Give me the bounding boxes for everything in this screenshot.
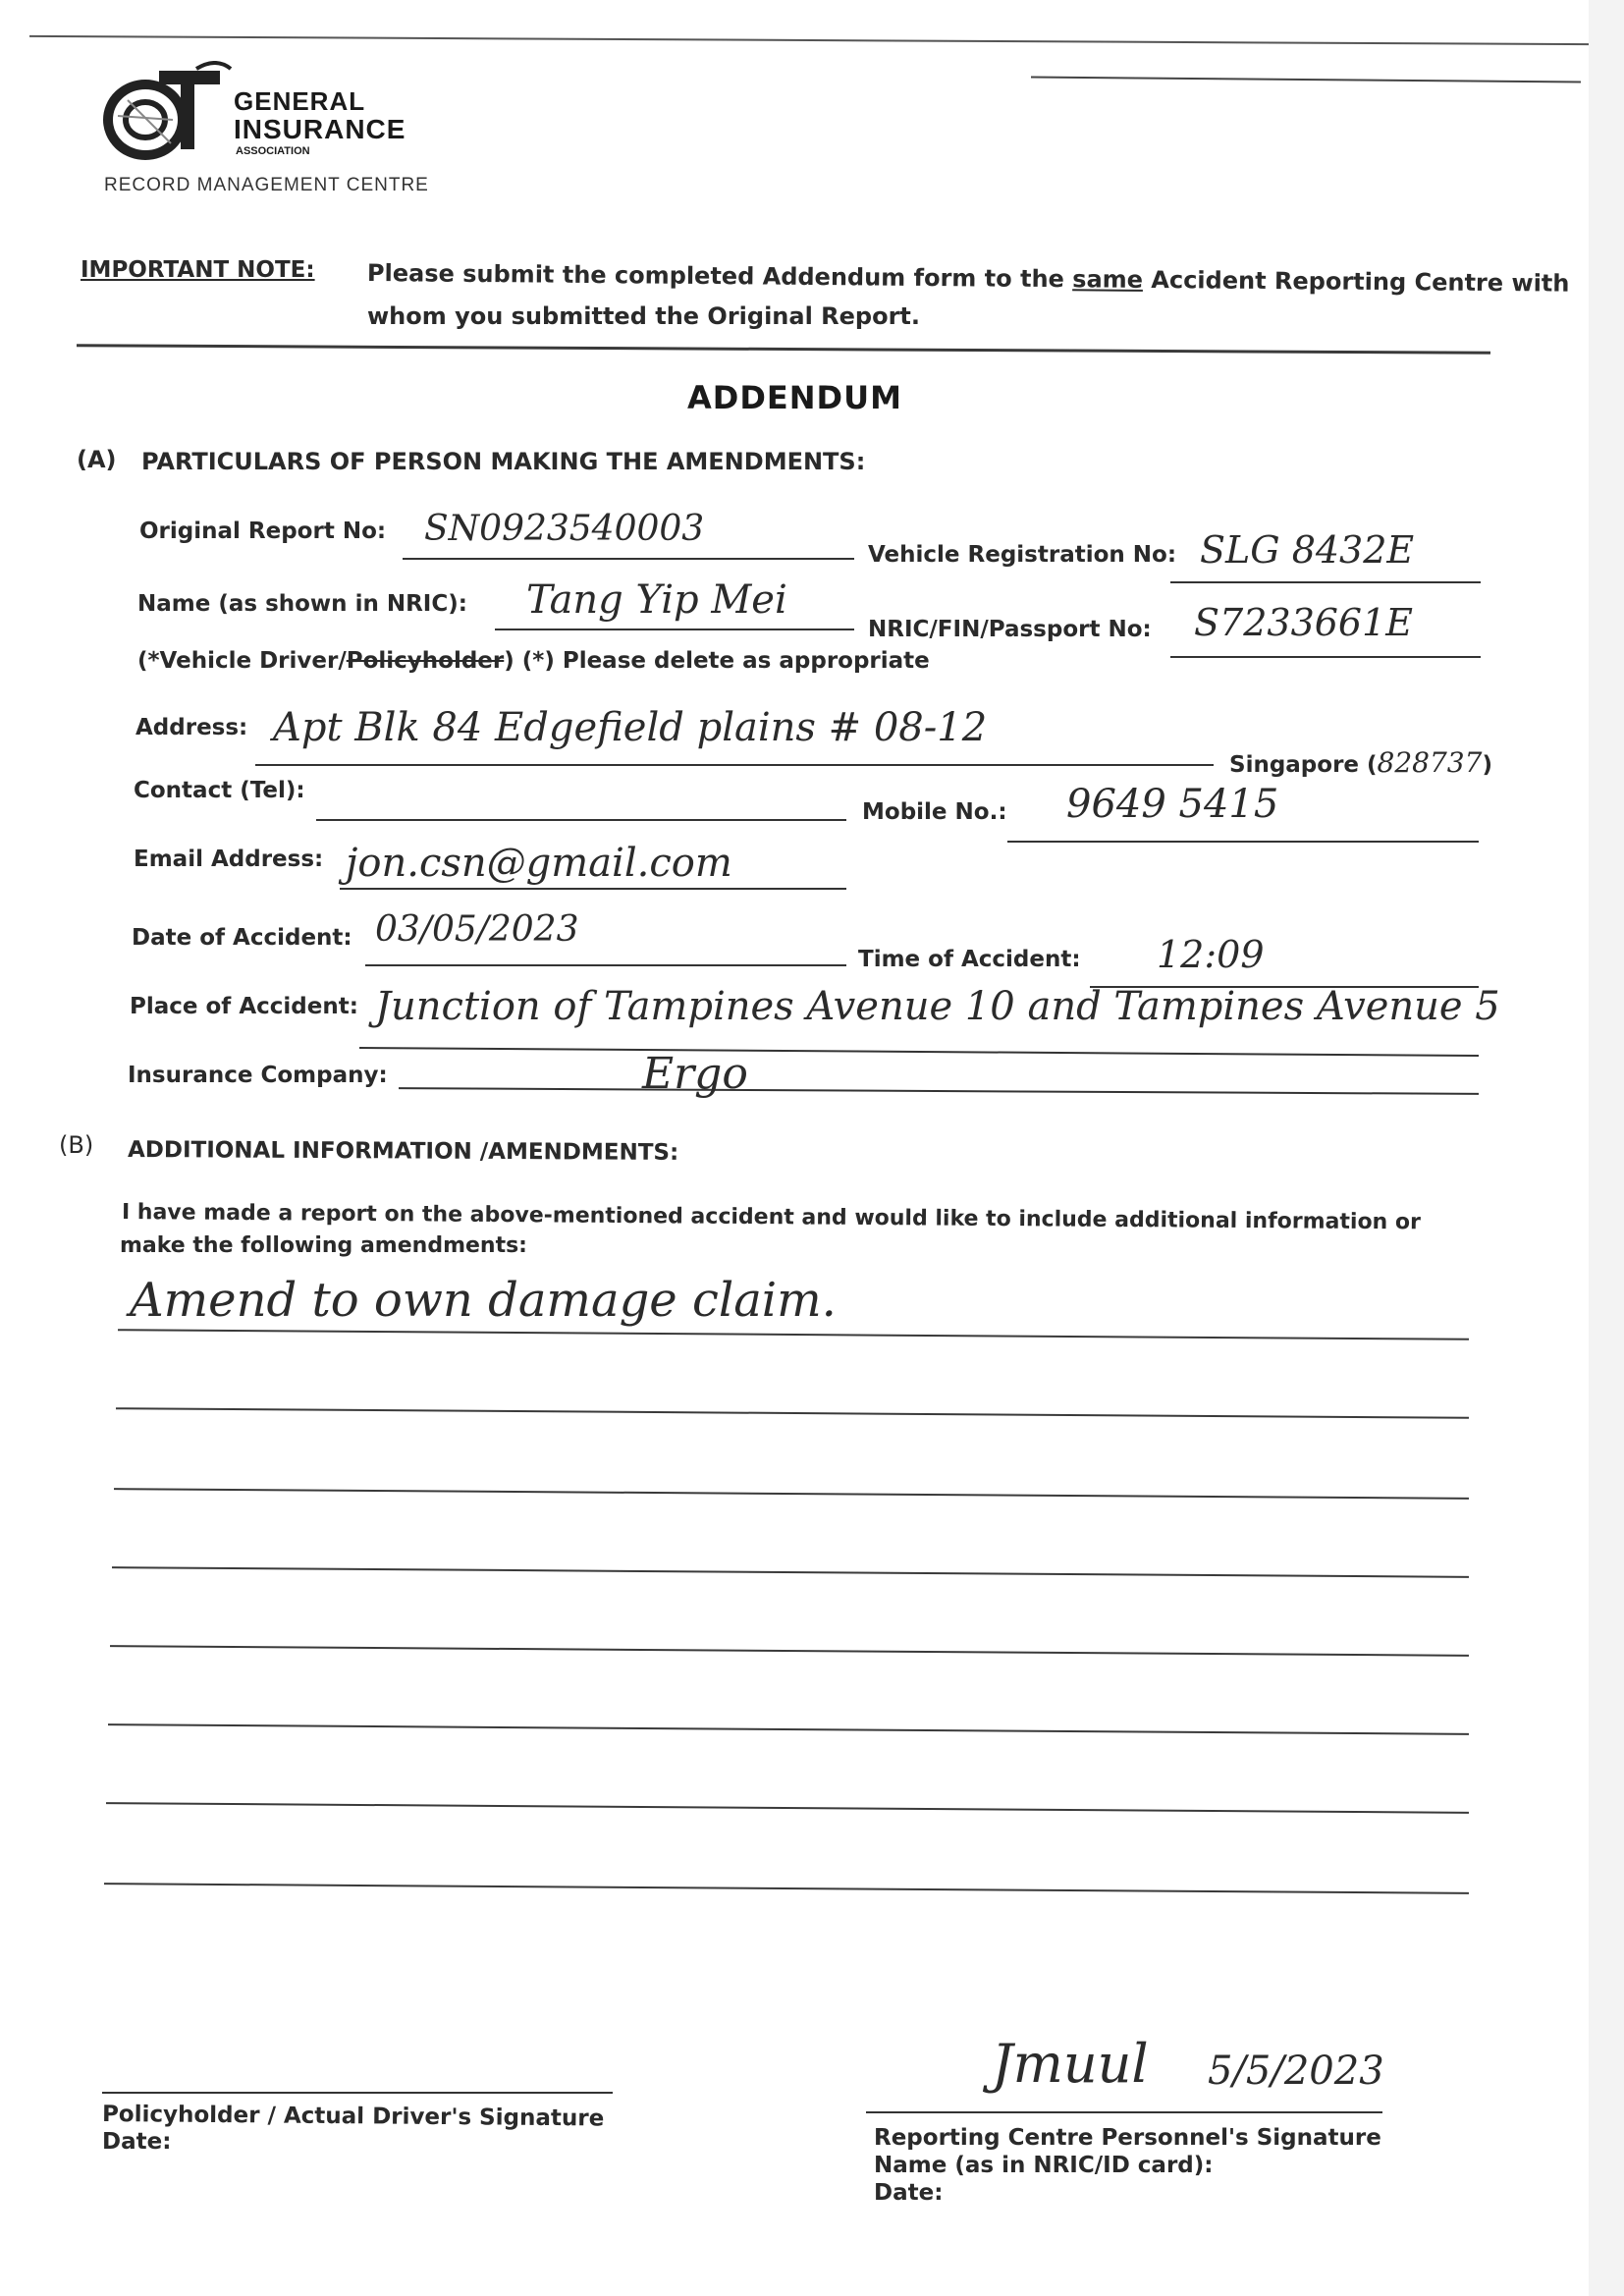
email-line xyxy=(340,888,846,890)
address-value: Apt Blk 84 Edgefield plains # 08-12 xyxy=(273,705,988,750)
logo-line-2: INSURANCE xyxy=(234,114,406,144)
nric-line xyxy=(1170,656,1481,658)
section-a-marker: (A) xyxy=(77,446,117,473)
insurance-company-label: Insurance Company: xyxy=(128,1063,388,1088)
note-text-2: Accident Reporting Centre with xyxy=(1142,265,1570,298)
place-of-accident-value: Junction of Tampines Avenue 10 and Tampines Avenue 5 xyxy=(375,984,1500,1029)
scan-edge-shadow xyxy=(1589,0,1624,2296)
logo-line-3: ASSOCIATION xyxy=(236,145,310,157)
original-report-label: Original Report No: xyxy=(139,519,387,544)
time-of-accident-value: 12:09 xyxy=(1157,933,1265,976)
gia-logo xyxy=(98,61,422,169)
personnel-signature: Jmuul xyxy=(992,2033,1149,2095)
right-signature-line xyxy=(866,2111,1382,2113)
left-date-label: Date: xyxy=(102,2129,172,2155)
postal-value: 828737 xyxy=(1377,746,1483,779)
form-title: ADDENDUM xyxy=(687,379,902,416)
amendment-line-6 xyxy=(108,1723,1469,1735)
place-of-accident-line xyxy=(359,1047,1479,1057)
role-line xyxy=(137,648,930,674)
amendment-line-5 xyxy=(110,1645,1469,1657)
note-text-1: Please submit the completed Addendum form to the xyxy=(366,259,1073,294)
time-of-accident-label: Time of Accident: xyxy=(858,947,1081,972)
personnel-signature-date: 5/5/2023 xyxy=(1208,2049,1384,2094)
email-label: Email Address: xyxy=(134,847,324,872)
important-note-text xyxy=(367,259,1570,298)
date-of-accident-value: 03/05/2023 xyxy=(375,909,579,950)
amendment-text: Amend to own damage claim. xyxy=(130,1273,837,1328)
left-signature-line xyxy=(102,2092,613,2094)
role-driver: Vehicle Driver/ xyxy=(159,648,347,674)
logo-line-1: GENERAL xyxy=(234,86,366,116)
section-b-marker: (B) xyxy=(59,1131,94,1159)
date-of-accident-line xyxy=(365,964,846,966)
original-report-value: SN0923540003 xyxy=(424,509,705,549)
amendment-line-4 xyxy=(112,1566,1469,1578)
name-value: Tang Yip Mei xyxy=(526,577,787,623)
mobile-value: 9649 5415 xyxy=(1066,782,1279,827)
amendment-line-8 xyxy=(104,1883,1469,1894)
mobile-line xyxy=(1007,841,1479,843)
note-text-same: same xyxy=(1072,265,1144,294)
amendment-line-1 xyxy=(118,1329,1469,1340)
singapore-postal xyxy=(1229,746,1492,779)
address-line xyxy=(255,764,1214,766)
singapore-close: ) xyxy=(1482,752,1492,778)
amendment-line-7 xyxy=(106,1802,1469,1814)
name-line xyxy=(495,629,854,630)
left-signature-label: Policyholder / Actual Driver's Signature xyxy=(101,2102,605,2132)
role-prefix: (* xyxy=(137,648,160,674)
name-label: Name (as shown in NRIC): xyxy=(137,591,467,617)
address-label: Address: xyxy=(135,715,248,740)
section-b-heading: ADDITIONAL INFORMATION /AMENDMENTS: xyxy=(127,1137,679,1166)
nric-label: NRIC/FIN/Passport No: xyxy=(868,617,1152,642)
insurance-company-value: Ergo xyxy=(642,1049,748,1099)
section-a-heading: PARTICULARS OF PERSON MAKING THE AMENDMENTS: xyxy=(141,448,866,475)
section-b-intro-2: make the following amendments: xyxy=(120,1233,527,1258)
contact-line xyxy=(316,819,846,821)
important-note-text-line2: whom you submitted the Original Report. xyxy=(367,302,921,330)
amendment-line-3 xyxy=(114,1488,1469,1500)
right-date-label: Date: xyxy=(874,2180,944,2206)
role-suffix: ) (*) Please delete as appropriate xyxy=(504,648,930,674)
singapore-label: Singapore ( xyxy=(1229,752,1378,778)
amendment-line-2 xyxy=(116,1407,1469,1419)
note-divider xyxy=(77,344,1490,355)
mobile-label: Mobile No.: xyxy=(862,799,1007,825)
contact-label: Contact (Tel): xyxy=(134,778,305,803)
logo-subtitle: RECORD MANAGEMENT CENTRE xyxy=(104,175,429,195)
vehicle-reg-value: SLG 8432E xyxy=(1200,528,1415,572)
email-value: jon.csn@gmail.com xyxy=(346,841,732,886)
role-policyholder: Policyholder xyxy=(346,648,505,674)
right-signature-label: Reporting Centre Personnel's Signature xyxy=(874,2125,1381,2151)
gia-logo-icon xyxy=(98,61,236,169)
right-name-label: Name (as in NRIC/ID card): xyxy=(874,2153,1214,2178)
date-of-accident-label: Date of Accident: xyxy=(132,925,352,951)
section-b-intro-1: I have made a report on the above-mentioned accident and would like to include additional information or xyxy=(121,1200,1421,1235)
nric-value: S7233661E xyxy=(1194,601,1414,644)
scan-top-line-2 xyxy=(1031,77,1581,83)
place-of-accident-label: Place of Accident: xyxy=(130,994,358,1019)
scan-top-line xyxy=(29,35,1591,45)
insurance-company-line xyxy=(399,1087,1479,1095)
vehicle-reg-label: Vehicle Registration No: xyxy=(868,542,1177,568)
vehicle-reg-line xyxy=(1170,581,1481,583)
original-report-line xyxy=(403,558,854,560)
important-note-label: IMPORTANT NOTE: xyxy=(81,257,315,283)
